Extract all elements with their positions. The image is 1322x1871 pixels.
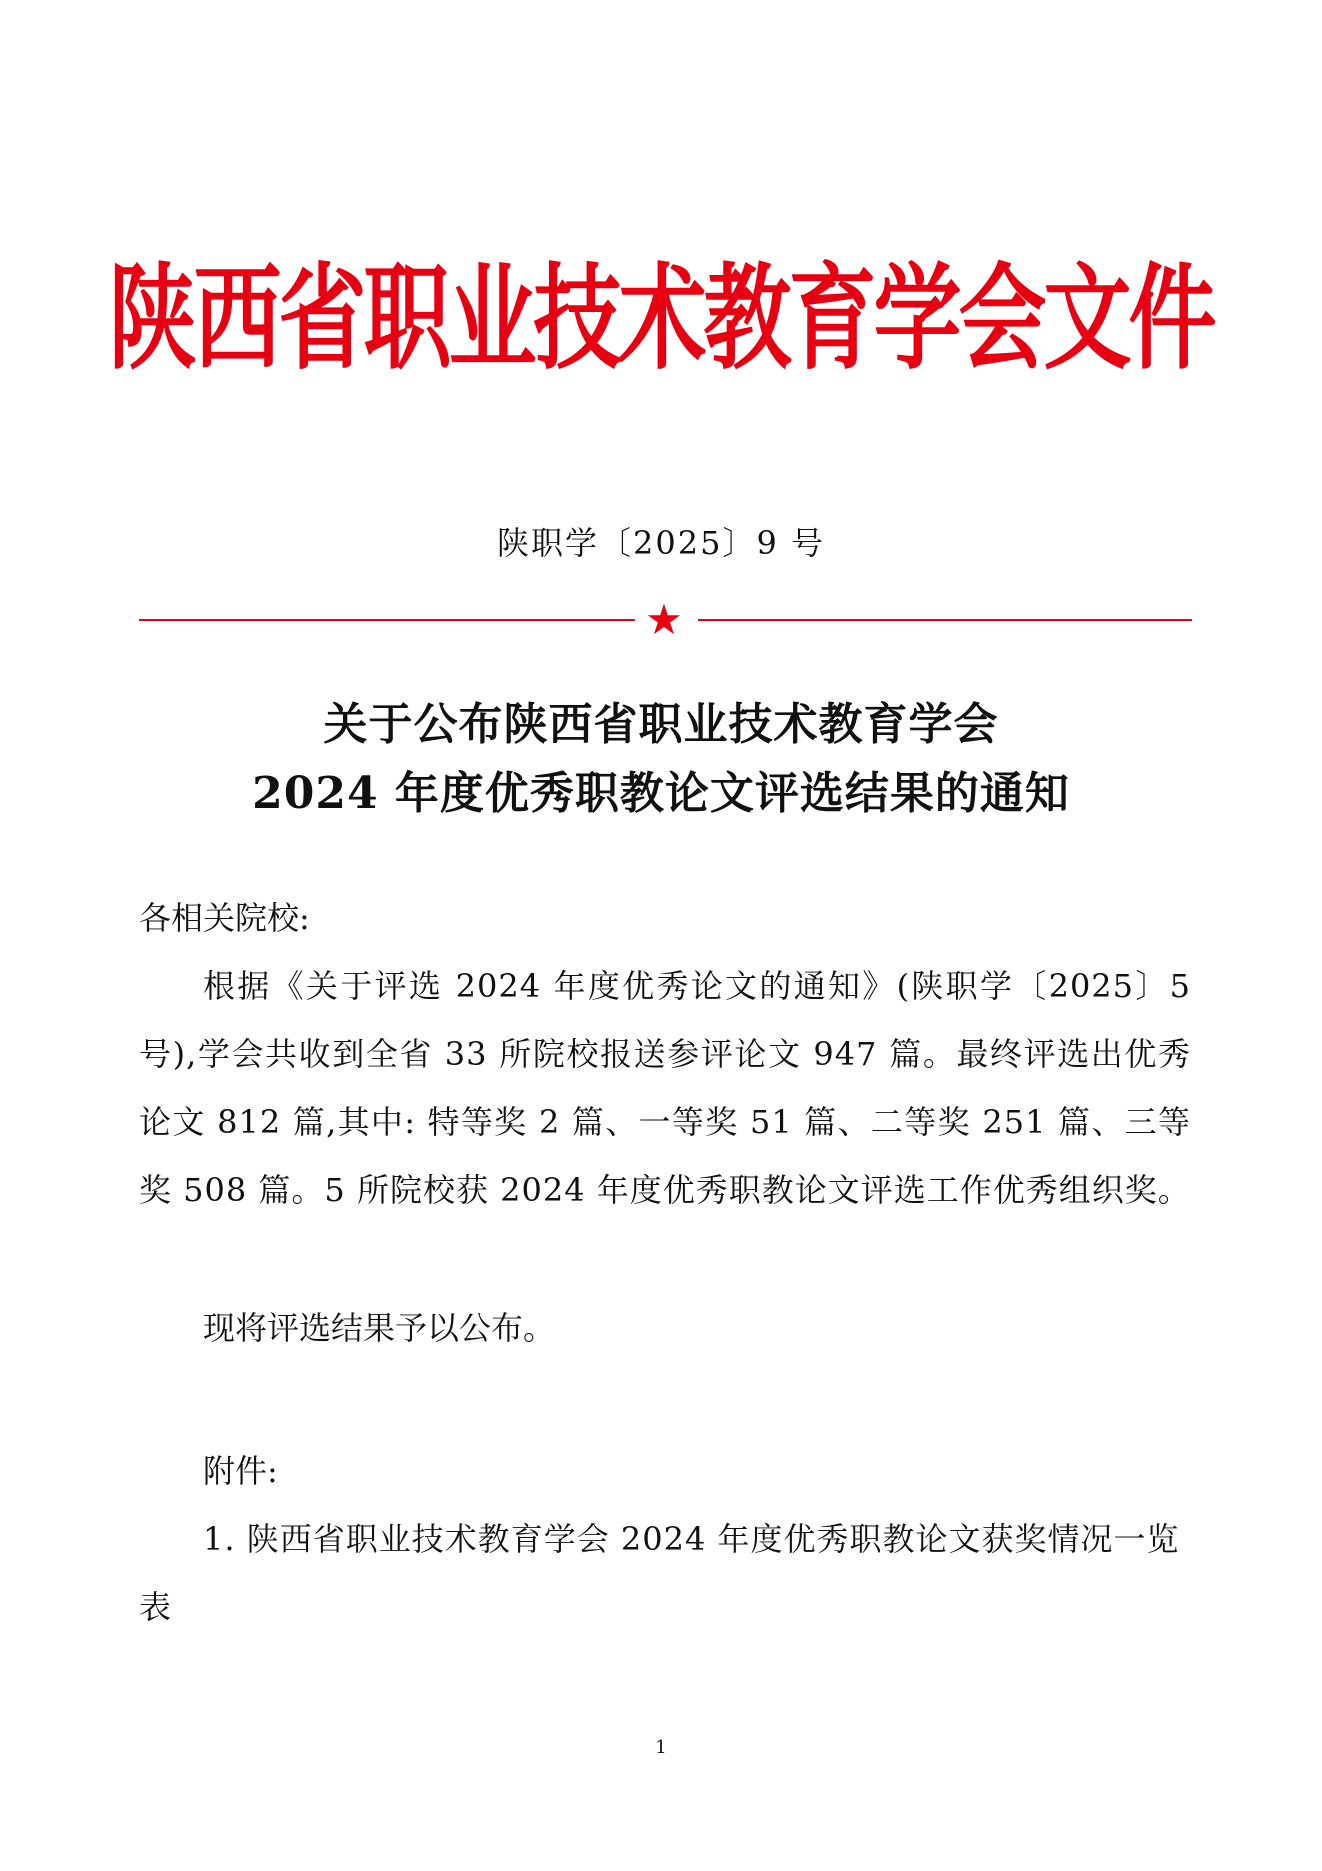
body-paragraph: 根据《关于评选 2024 年度优秀论文的通知》(陕职学〔2025〕5 号),学会共收到全省 33 所院校报送参评论文 947 篇。最终评选出优秀论文 812 篇,其中: 特等奖 2 篇、一等奖 51 篇、二等奖 251 篇、三等奖 508 篇。5 所院校获 2024 年度优秀职教论文评选工作优秀组织奖。 [139,967,1191,1209]
red-divider-right [698,619,1192,621]
body-paragraph-announcement: 现将评选结果予以公布。 [203,1309,556,1347]
document-number: 陕职学〔2025〕9 号 [497,524,825,562]
notice-title-line1: 关于公布陕西省职业技术教育学会 [323,699,999,750]
notice-title-line2: 2024 年度优秀职教论文评选结果的通知 [252,768,1070,819]
masthead-title: 陕西省职业技术教育学会文件 [108,251,1214,386]
attachments-label: 附件: [203,1452,278,1490]
red-divider-left [139,619,635,621]
red-star-icon: ★ [645,595,683,644]
page-number: 1 [655,1737,667,1758]
salutation: 各相关院校: [139,899,310,937]
attachment-item[interactable]: 1. 陕西省职业技术教育学会 2024 年度优秀职教论文获奖情况一览表 [139,1520,1180,1626]
